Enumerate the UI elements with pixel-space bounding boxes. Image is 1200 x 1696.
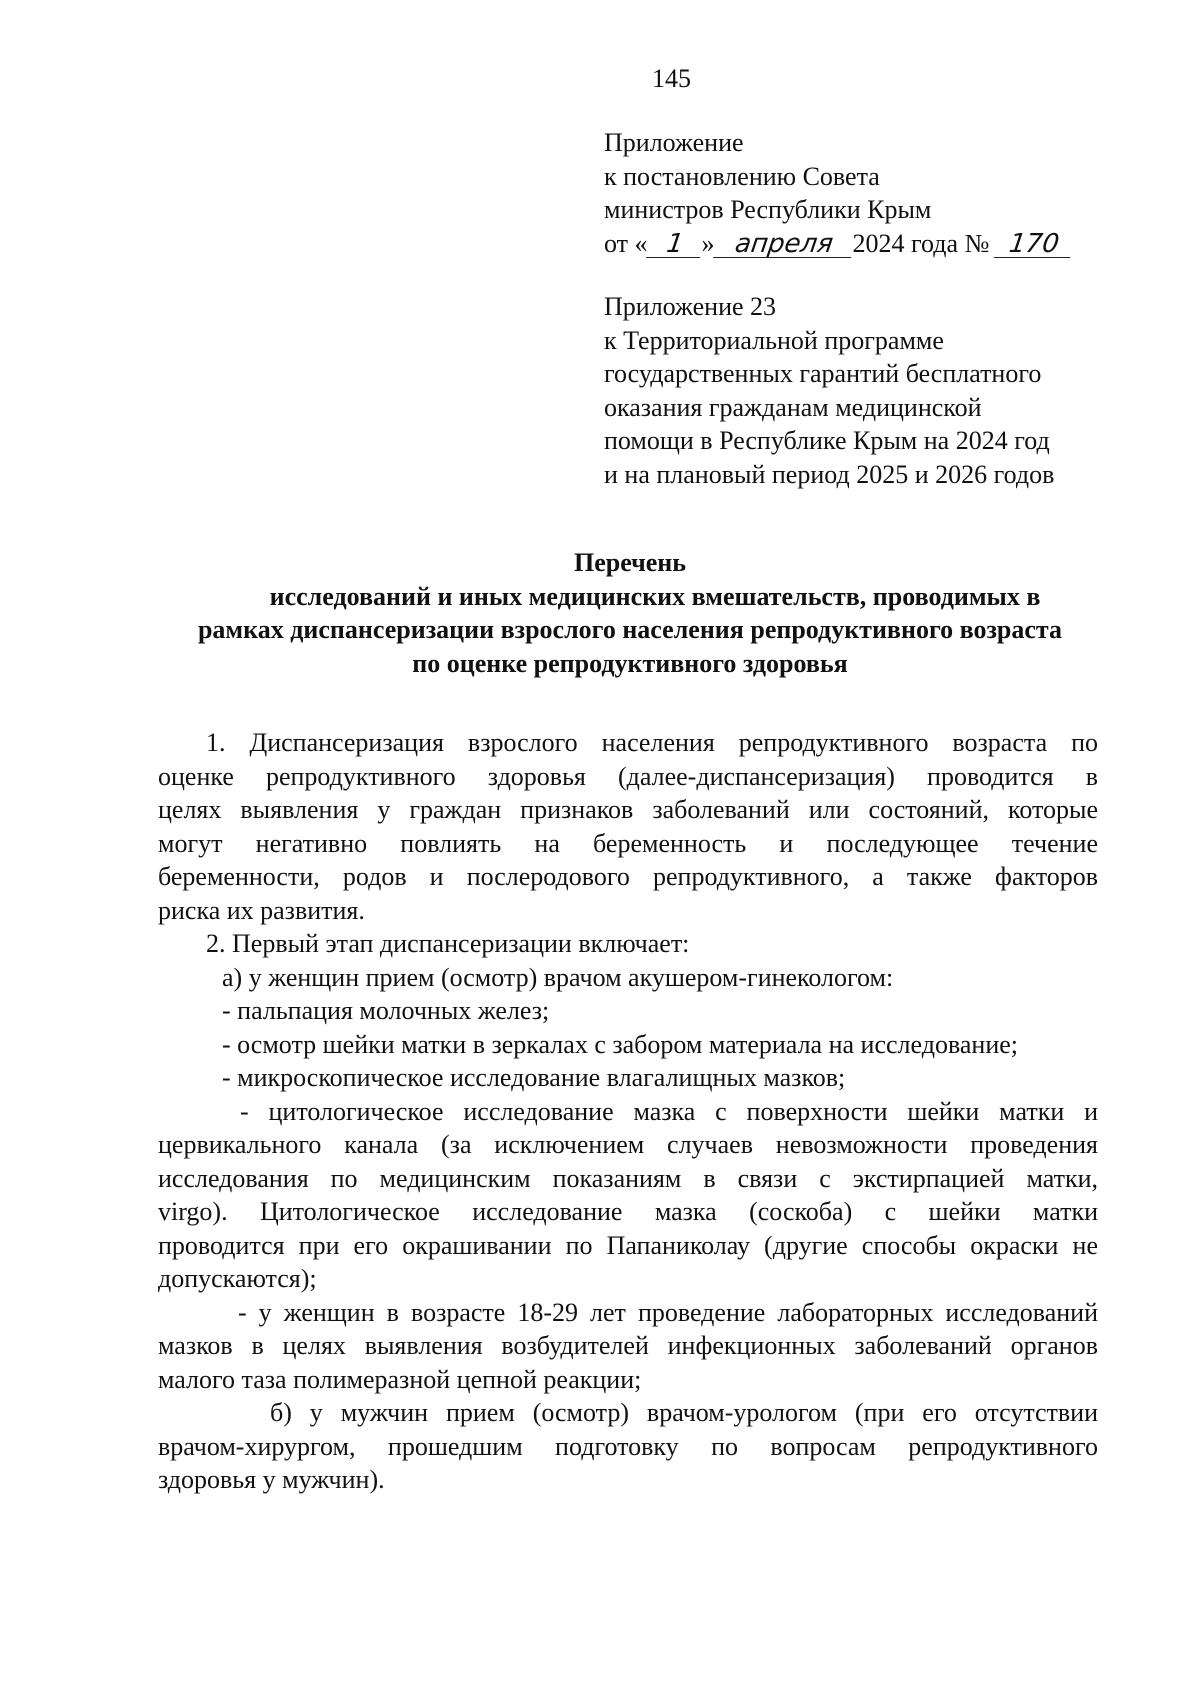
annex-line: Приложение 23 [604, 292, 777, 321]
handwritten-day: 1 [646, 231, 704, 258]
list-item: - пальпация молочных желез; [222, 996, 550, 1025]
list-item: а) у женщин прием (осмотр) врачом акушером-гинекологом: [222, 962, 894, 992]
list-item: - микроскопическое исследование влагалищных мазков; [222, 1063, 846, 1092]
paragraph-line: - цитологическое исследование мазка с поверхности шейки матки и [240, 1096, 1098, 1126]
handwritten-month: апреля [713, 231, 855, 258]
title-line: исследований и иных медицинских вмешательств, проводимых в [269, 581, 1041, 611]
paragraph-line: б) у мужчин прием (осмотр) врачом-урологом (при его отсутствии [270, 1398, 1098, 1427]
paragraph-line: - у женщин в возрасте 18-29 лет проведение лабораторных исследований [238, 1297, 1098, 1327]
page-number: 145 [652, 64, 691, 93]
date-quote: » [701, 228, 715, 258]
paragraph-line: малого таза полимеразной цепной реакции; [158, 1364, 642, 1394]
annex-line: государственных гарантий бесплатного [604, 359, 1042, 388]
paragraph-line: допускаются); [158, 1264, 317, 1293]
paragraph-line: цервикального канала (за исключением случаев невозможности проведения [158, 1130, 1098, 1159]
paragraph-line: риска их развития. [158, 895, 365, 925]
paragraph-line: 1. Диспансеризация взрослого населения репродуктивного возраста по [206, 728, 1098, 757]
annex-label: Приложение [604, 128, 744, 157]
document-body [158, 726, 1098, 1497]
paragraph-line: беременности, родов и послеродового репродуктивного, а также факторов [158, 862, 1098, 891]
annex-program-block [604, 290, 1054, 491]
annex-line: к постановлению Совета [604, 161, 880, 191]
paragraph-line: могут негативно повлиять на беременность и последующее течение [158, 828, 1098, 858]
annex-line: и на плановый период 2025 и 2026 годов [604, 459, 1055, 489]
annex-line: помощи в Республике Крым на 2024 год [604, 426, 1050, 455]
annex-line: оказания гражданам медицинской [604, 392, 982, 422]
paragraph-line: оценке репродуктивного здоровья (далее-диспансеризация) проводится в [158, 761, 1098, 791]
paragraph-line: 2. Первый этап диспансеризации включает: [206, 929, 690, 958]
title-heading: Перечень [573, 548, 687, 577]
document-title [160, 546, 1100, 680]
annex-date-line [604, 227, 1072, 261]
paragraph-line: virgo). Цитологическое исследование мазка (соскоба) с шейки матки [158, 1197, 1098, 1226]
list-item: - осмотр шейки матки в зеркалах с забором материала на исследование; [222, 1029, 1019, 1059]
paragraph-line: проводится при его окрашивании по Папаниколау (другие способы окраски не [158, 1230, 1098, 1260]
title-line: по оценке репродуктивного здоровья [412, 648, 848, 678]
paragraph-line: здоровья у мужчин). [158, 1465, 385, 1494]
annex-resolution-block [604, 126, 1072, 260]
date-year-text: 2024 года № [852, 228, 990, 258]
paragraph-line: исследования по медицинским показаниям в связи с экстирпацией матки, [158, 1163, 1098, 1193]
handwritten-number: 170 [994, 231, 1074, 258]
paragraph-line: врачом-хирургом, прошедшим подготовку по вопросам репродуктивного [158, 1431, 1098, 1461]
date-prefix: от « [604, 228, 648, 258]
paragraph-line: целях выявления у граждан признаков заболеваний или состояний, которые [158, 795, 1098, 824]
paragraph-line: мазков в целях выявления возбудителей инфекционных заболеваний органов [158, 1331, 1098, 1360]
title-line: рамках диспансеризации взрослого населения репродуктивного возраста [197, 615, 1063, 644]
annex-line: министров Республики Крым [604, 195, 932, 224]
annex-line: к Территориальной программе [604, 325, 944, 355]
